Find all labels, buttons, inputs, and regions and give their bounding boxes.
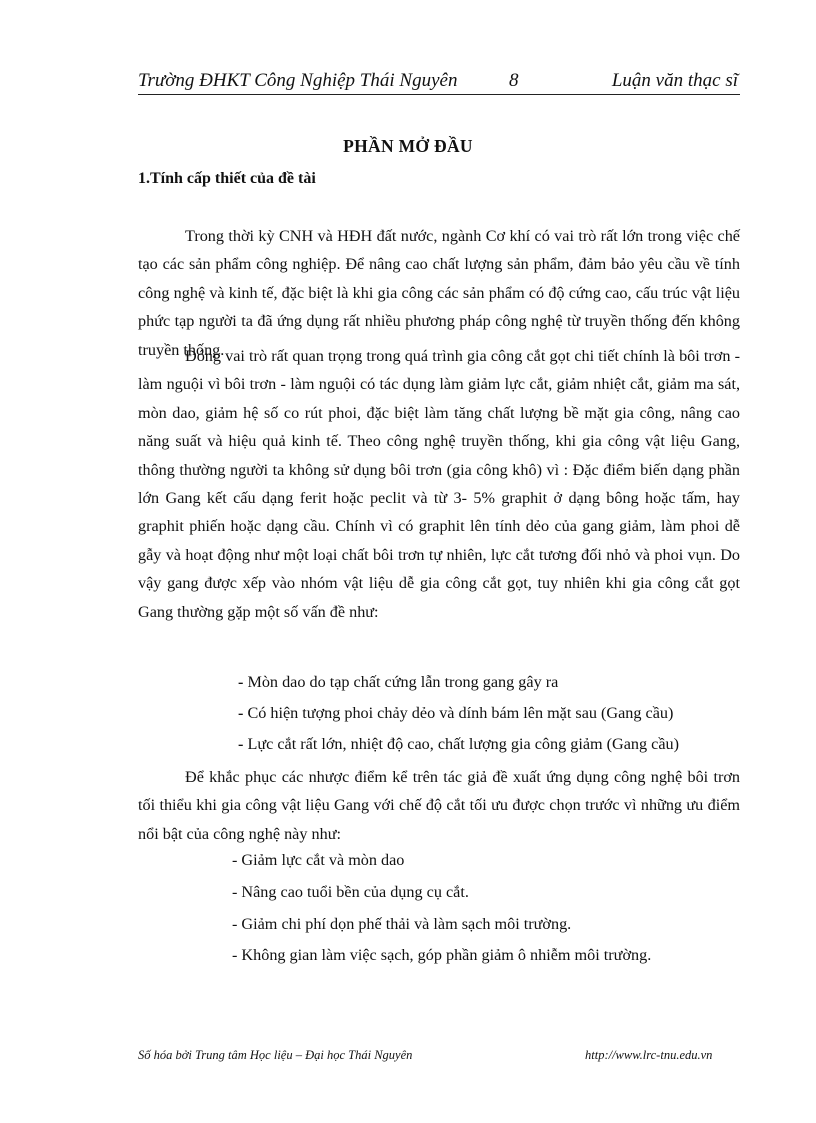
page-title: PHẦN MỞ ĐẦU [343, 136, 473, 156]
list-item: - Giảm chi phí dọn phế thải và làm sạch môi trường. [232, 915, 572, 933]
list-item: - Không gian làm việc sạch, góp phần giảm ô nhiễm môi trường. [232, 946, 652, 964]
problem-2-text: Có hiện tượng phoi chảy dẻo và dính bám lên mặt sau (Gang cầu) [247, 704, 674, 722]
list-item: - Giảm lực cắt và mòn dao [232, 851, 405, 869]
problem-3-text: Lực cắt rất lớn, nhiệt độ cao, chất lượng gia công giảm (Gang cầu) [247, 735, 679, 753]
header-page-number: 8 [509, 70, 519, 91]
section-heading: 1.Tính cấp thiết của đề tài [138, 170, 316, 187]
list-item: - Có hiện tượng phoi chảy dẻo và dính bám lên mặt sau (Gang cầu) [238, 704, 674, 722]
list-item: - Nâng cao tuổi bền của dụng cụ cắt. [232, 883, 469, 901]
list-item: - Mòn dao do tạp chất cứng lẫn trong gang gây ra [238, 673, 559, 691]
header-doc-type: Luận văn thạc sĩ [611, 70, 738, 91]
header-school: Trường ĐHKT Công Nghiệp Thái Nguyên [138, 70, 458, 91]
footer-source: Số hóa bởi Trung tâm Học liệu – Đại học Thái Nguyên [138, 1048, 413, 1062]
paragraph-solution: Để khắc phục các nhược điểm kể trên tác giả đề xuất ứng dụng công nghệ bôi trơn tối thiểu khi gia công vật liệu Gang với chế độ cắt tối ưu được chọn trước vì những ưu điểm nổi bật của công nghệ này như: [138, 768, 740, 843]
footer-url[interactable]: http://www.lrc-tnu.edu.vn [585, 1048, 713, 1062]
paragraph-intro: Trong thời kỳ CNH và HĐH đất nước, ngành Cơ khí có vai trò rất lớn trong việc chế tạo các sản phẩm công nghiệp. Để nâng cao chất lượng sản phẩm, đảm bảo yêu cầu về tính công nghệ và kinh tế, đặc biệt là khi gia công các sản phẩm có độ cứng cao, cấu trúc vật liệu phức tạp người ta đã ứng dụng rất nhiều phương pháp công nghệ từ truyền thống đến không truyền thống. [138, 227, 740, 359]
list-item: - Lực cắt rất lớn, nhiệt độ cao, chất lượng gia công giảm (Gang cầu) [238, 735, 679, 753]
paragraph-lubrication: Đóng vai trò rất quan trọng trong quá trình gia công cắt gọt chi tiết chính là bôi trơn - làm nguội vì bôi trơn - làm nguội có tác dụng làm giảm lực cắt, giảm nhiệt cắt, giảm ma sát, mòn dao, giảm hệ số co rút phoi, đặc biệt làm tăng chất lượng bề mặt gia công, nâng cao năng suất và hiệu quả kinh tế. Theo công nghệ truyền thống, khi gia công vật liệu Gang, thông thường người ta không sử dụng bôi trơn (gia công khô) vì : Đặc điểm biến dạng phần lớn Gang kết cấu dạng ferit hoặc peclit và từ 3- 5% graphit ở dạng bông hoặc tấm, hay graphit phiến hoặc dạng cầu. Chính vì có graphit lên tính dẻo của gang giảm, làm phoi dễ gẫy và hoạt động như một loại chất bôi trơn tự nhiên, lực cắt tương đối nhỏ và phoi vụn. Do vậy gang được xếp vào nhóm vật liệu dễ gia công cắt gọt, tuy nhiên khi gia công cắt gọt Gang thường gặp một số vấn đề như: [138, 347, 740, 621]
page-header [138, 68, 740, 95]
problem-1-text: Mòn dao do tạp chất cứng lẫn trong gang gây ra [247, 673, 559, 691]
